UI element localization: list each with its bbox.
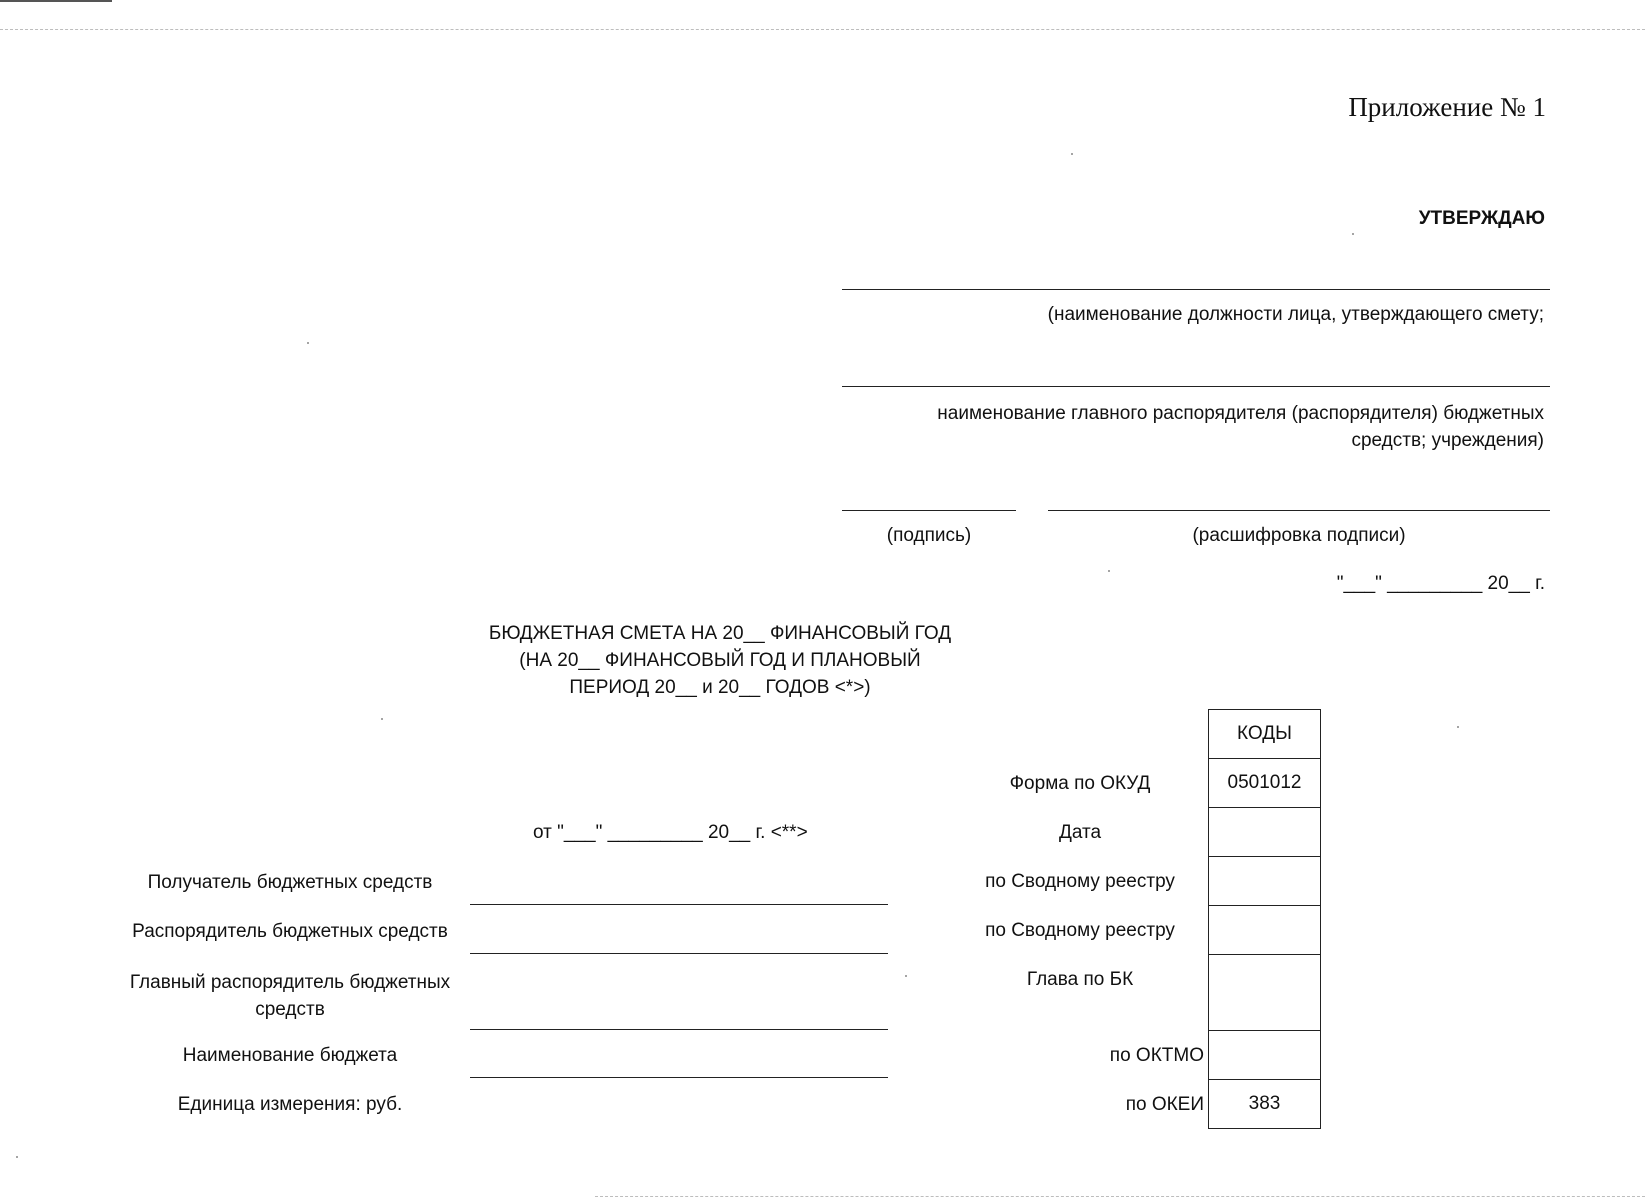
registry-label-2: по Сводному реестру [985,920,1175,941]
table-row [1209,857,1321,906]
manager-label: Распорядитель бюджетных средств [132,921,448,942]
budget-name-line [470,1077,888,1078]
signature-caption: (подпись) [886,525,972,546]
oktmo-code-cell [1209,1031,1321,1080]
bk-chapter-label: Глава по БК [1026,969,1134,990]
approval-date: "___" _________ 20__ г. [1336,573,1545,594]
scan-artifact-line-bottom [595,1196,1645,1197]
scan-speck [905,975,907,977]
scan-edge-mark [0,0,112,2]
scan-speck [1071,153,1073,155]
registry-code-cell-1 [1209,857,1321,906]
position-line [842,289,1550,290]
recipient-label: Получатель бюджетных средств [147,872,433,893]
organization-caption: наименование главного распорядителя (распорядителя) бюджетных средств; учреждения) [937,403,1544,451]
appendix-label: Приложение № 1 [1348,92,1546,122]
recipient-line [470,904,888,905]
form-title [420,620,1020,701]
scan-speck [1108,570,1110,572]
okud-code-cell: 0501012 [1209,759,1321,808]
scan-speck [307,342,309,344]
table-row [1209,1031,1321,1080]
title-line-2: (НА 20__ ФИНАНСОВЫЙ ГОД И ПЛАНОВЫЙ [519,650,921,671]
scan-speck [381,718,383,720]
approval-heading: УТВЕРЖДАЮ [1418,208,1545,229]
position-caption: (наименование должности лица, утверждающего смету; [1047,304,1544,325]
decode-line [1048,510,1550,511]
table-row [1209,955,1321,1031]
codes-header: КОДЫ [1209,710,1321,759]
date-from: от "___" _________ 20__ г. <**> [533,822,808,843]
oktmo-label: по ОКТМО [1109,1045,1204,1066]
okud-label: Форма по ОКУД [1009,773,1151,794]
decode-caption: (расшифровка подписи) [1192,525,1406,546]
scan-artifact-line [0,29,1645,30]
date-code-cell [1209,808,1321,857]
title-line-3: ПЕРИОД 20__ и 20__ ГОДОВ <*>) [569,677,871,698]
registry-code-cell-2 [1209,906,1321,955]
title-line-1: БЮДЖЕТНАЯ СМЕТА НА 20__ ФИНАНСОВЫЙ ГОД [488,623,952,644]
organization-line [842,386,1550,387]
table-row [1209,906,1321,955]
scan-speck [1457,726,1459,728]
scan-speck [1352,233,1354,235]
chief-manager-line [470,1029,888,1030]
okei-code-cell: 383 [1209,1080,1321,1129]
budget-name-label: Наименование бюджета [182,1045,398,1066]
codes-header-row [1209,710,1321,759]
manager-line [470,953,888,954]
scan-speck [16,1156,18,1158]
codes-table [1208,709,1321,1129]
signature-line [842,510,1016,511]
table-row [1209,808,1321,857]
unit-label: Единица измерения: руб. [177,1094,403,1115]
date-label: Дата [1058,822,1102,843]
okei-label: по ОКЕИ [1125,1094,1204,1115]
table-row [1209,1080,1321,1129]
bk-chapter-code-cell [1209,955,1321,1031]
registry-label-1: по Сводному реестру [985,871,1175,892]
table-row [1209,759,1321,808]
chief-manager-label: Главный распорядитель бюджетных средств [129,972,451,1020]
